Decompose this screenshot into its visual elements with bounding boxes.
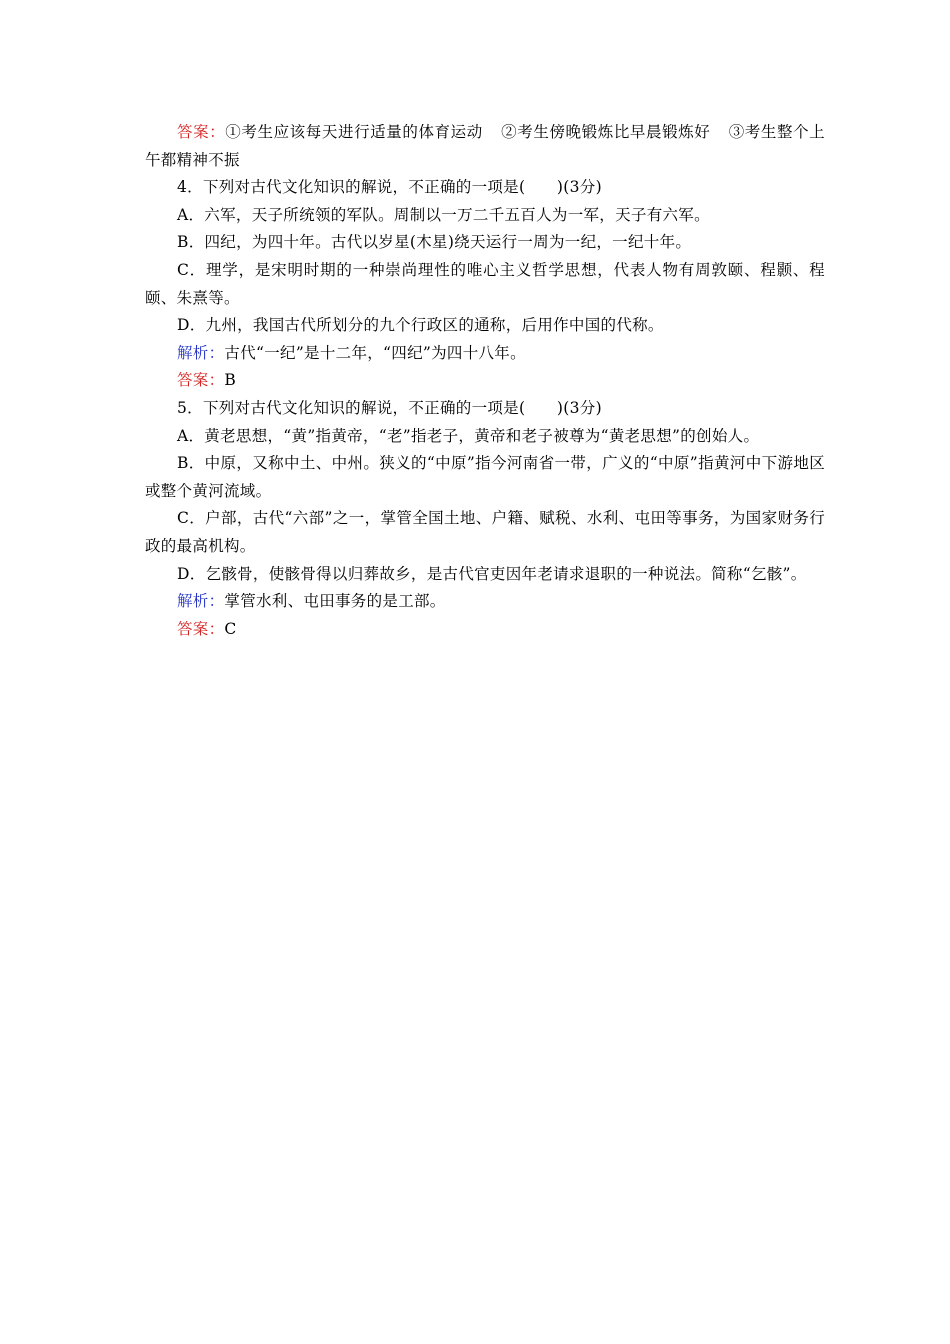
answer-label: 答案： <box>177 619 225 638</box>
answer-value: C <box>224 619 237 638</box>
document-body <box>145 119 825 643</box>
question-4-option-b: B．四纪，为四十年。古代以岁星(木星)绕天运行一周为一纪，一纪十年。 <box>177 233 692 252</box>
answer-value: B <box>224 371 237 390</box>
question-4-stem: 4．下列对古代文化知识的解说，不正确的一项是( )(3分) <box>177 178 602 197</box>
question-4-option-a: A．六军，天子所统领的军队。周制以一万二千五百人为一军，天子有六军。 <box>177 205 710 224</box>
question-4-answer <box>145 367 825 395</box>
question-5-analysis <box>145 588 825 616</box>
question-4-option-d: D．九州，我国古代所划分的九个行政区的通称，后用作中国的代称。 <box>177 316 664 335</box>
answer-label: 答案： <box>177 371 225 390</box>
question-5-option-d: D．乞骸骨，使骸骨得以归葬故乡，是古代官吏因年老请求退职的一种说法。简称“乞骸”。 <box>177 564 807 583</box>
question-4-option-c: C．理学，是宋明时期的一种崇尚理性的唯心主义哲学思想，代表人物有周敦颐、程颢、程颐、朱熹等。 <box>145 260 825 307</box>
question-4-analysis <box>145 340 825 368</box>
answer-label: 答案： <box>177 123 226 141</box>
answer-item: ③考生整个上午都精神不振 <box>145 123 825 169</box>
question-5-option-a: A．黄老思想，“黄”指黄帝，“老”指老子，黄帝和老子被尊为“黄老思想”的创始人。 <box>177 426 760 445</box>
analysis-text: 掌管水利、屯田事务的是工部。 <box>224 592 446 611</box>
previous-answer <box>145 119 825 174</box>
analysis-label: 解析： <box>177 343 225 362</box>
question-5-stem: 5．下列对古代文化知识的解说，不正确的一项是( )(3分) <box>177 398 602 417</box>
question-5-option-b: B．中原，又称中土、中州。狭义的“中原”指今河南省一带，广义的“中原”指黄河中下游地区或整个黄河流域。 <box>145 454 825 500</box>
answer-item: ②考生傍晚锻炼比早晨锻炼好 <box>500 123 711 141</box>
question-5-answer <box>145 616 825 644</box>
analysis-label: 解析： <box>177 592 225 611</box>
analysis-text: 古代“一纪”是十二年，“四纪”为四十八年。 <box>224 343 526 362</box>
question-5-option-c: C．户部，古代“六部”之一，掌管全国土地、户籍、赋税、水利、屯田等事务，为国家财务行政的最高机构。 <box>145 509 825 555</box>
answer-item: ①考生应该每天进行适量的体育运动 <box>225 123 483 141</box>
